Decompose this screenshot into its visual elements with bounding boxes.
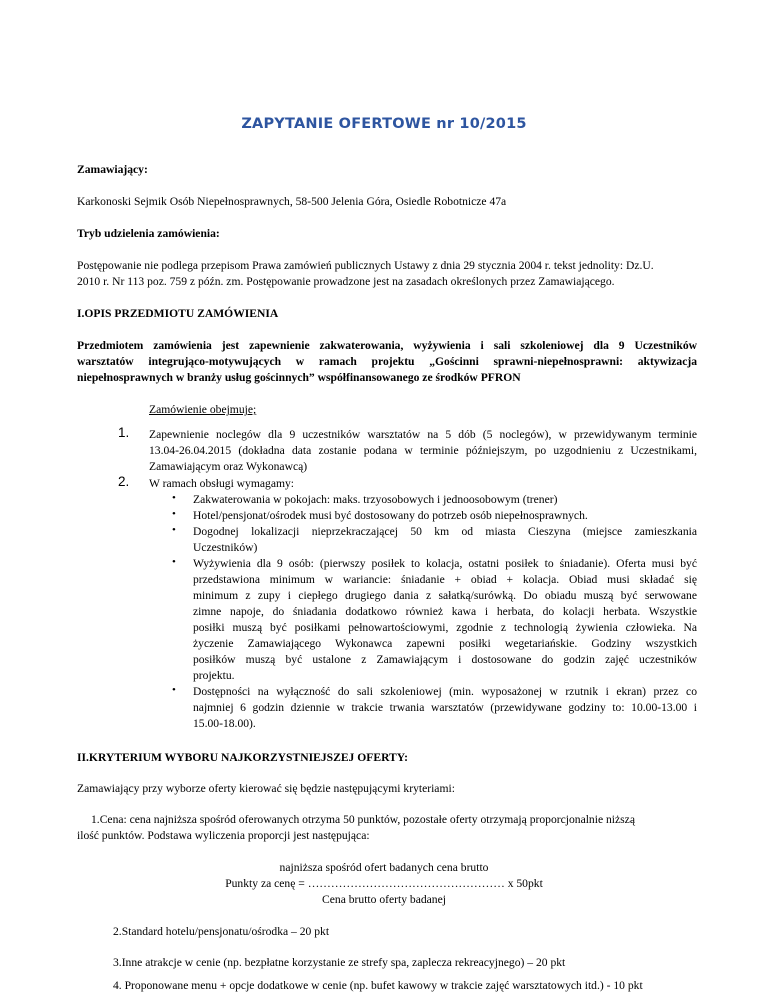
bullet-3-line-1: Dogodnej lokalizacji nieprzekraczającej 50 km od miasta Cieszyna (miejsce zamieszkania xyxy=(193,525,697,538)
item-1-line-2: 13.04-26.04.2015 (dokładna data zostanie podana w terminie późniejszym, po uzgodnieniu z Uczestnikami, xyxy=(149,444,697,457)
criterion-2: 2.Standard hotelu/pensjonatu/ośrodka – 20 pkt xyxy=(113,925,330,938)
bullet-4-line-2: przedstawiona minimum w wariancie: śniadanie + obiad + kolacja. Obiad musi składać się xyxy=(193,573,697,586)
bullet-4-line-7: posiłków muszą być ustalone z Zamawiającym i dostosowane do godzin zajęć uczestników xyxy=(193,653,697,666)
section1-line-2: warsztatów integrująco-motywujących w ramach projektu „Gościnni sprawni-niepełnosprawni: aktywizacja xyxy=(77,355,697,368)
bullet-1-text: Zakwaterowania w pokojach: maks. trzyosobowych i jednoosobowym (trener) xyxy=(193,493,558,506)
bullet-3-line-2: Uczestników) xyxy=(193,541,258,554)
bullet-4-line-5: posiłki muszą być posiłkami pełnowartościowymi, zgodnie z technologią żywienia człowieka. Na xyxy=(193,621,697,634)
formula-numerator: najniższa spośród ofert badanych cena brutto xyxy=(279,861,489,874)
tryb-heading: Tryb udzielenia zamówienia: xyxy=(77,227,220,240)
zamawiajacy-heading: Zamawiający: xyxy=(77,163,148,176)
section1-line-1: Przedmiotem zamówienia jest zapewnienie zakwaterowania, wyżywienia i sali szkoleniowej dla 9 Uczestników xyxy=(77,339,697,352)
item-1-line-3: Zamawiającym oraz Wykonawcą) xyxy=(149,460,308,473)
criterion-3: 3.Inne atrakcje w cenie (np. bezpłatne korzystanie ze strefy spa, zaplecza rekreacyjnego) – 20 pkt xyxy=(113,956,566,969)
document-title: ZAPYTANIE OFERTOWE nr 10/2015 xyxy=(241,116,527,132)
bullet-dot-icon: • xyxy=(172,684,176,696)
bullet-dot-icon: • xyxy=(172,508,176,520)
bullet-4-line-1: Wyżywienia dla 9 osób: (pierwszy posiłek to kolacja, ostatni posiłek to śniadanie). Oferta musi być xyxy=(193,557,697,570)
item-2-number: 2. xyxy=(118,474,130,489)
tryb-line-1: Postępowanie nie podlega przepisom Prawa zamówień publicznych Ustawy z dnia 29 stycznia 2004 r. tekst jednolity: Dz.U. xyxy=(77,259,654,272)
criterion-4: 4. Proponowane menu + opcje dodatkowe w cenie (np. bufet kawowy w trakcie zajęć warsztatowych itd.) - 10 pkt xyxy=(113,979,643,992)
criterion-1-line-1: 1.Cena: cena najniższa spośród oferowanych otrzyma 50 punktów, pozostałe oferty otrzymają proporcjonalnie niższą xyxy=(91,813,635,826)
item-2-line-1: W ramach obsługi wymagamy: xyxy=(149,477,294,490)
formula-line: Punkty za cenę = …………………………………………… x 50pkt xyxy=(225,877,543,890)
item-1-number: 1. xyxy=(118,425,130,440)
section1-line-3: niepełnosprawnych w branży usług gościnnych” współfinansowanego ze środków PFRON xyxy=(77,371,521,384)
section2-heading: II.KRYTERIUM WYBORU NAJKORZYSTNIEJSZEJ OFERTY: xyxy=(77,751,408,764)
bullet-dot-icon: • xyxy=(172,524,176,536)
bullet-5-line-3: 15.00-18.00). xyxy=(193,717,256,730)
item-1-line-1: Zapewnienie noclegów dla 9 uczestników warsztatów na 5 dób (5 noclegów), w przewidywanym terminie xyxy=(149,428,697,441)
bullet-4-line-3: minimum z zupy i ciepłego drugiego dania z sałatką/surówką. Do obiadu muszą być serwowane xyxy=(193,589,697,602)
bullet-dot-icon: • xyxy=(172,492,176,504)
bullet-5-line-2: najmniej 6 godzin dziennie w trakcie trwania warsztatów (przewidywane godziny to: 10.00-13.00 i xyxy=(193,701,697,714)
bullet-4-line-8: projektu. xyxy=(193,669,235,682)
section1-heading: I.OPIS PRZEDMIOTU ZAMÓWIENIA xyxy=(77,307,279,320)
zamawiajacy-text: Karkonoski Sejmik Osób Niepełnosprawnych, 58-500 Jelenia Góra, Osiedle Robotnicze 47a xyxy=(77,195,507,208)
bullet-2-text: Hotel/pensjonat/ośrodek musi być dostosowany do potrzeb osób niepełnosprawnych. xyxy=(193,509,588,522)
section2-intro: Zamawiający przy wyborze oferty kierować się będzie następującymi kryteriami: xyxy=(77,782,455,795)
bullet-4-line-6: życzenie Zamawiającego Wykonawca zapewni posiłki wegetariańskie. Godziny wszystkich xyxy=(193,637,697,650)
includes-label: Zamówienie obejmuje; xyxy=(149,403,257,416)
bullet-4-line-4: zimne napoje, do śniadania dodatkowo również kawa i herbata, do kolacji herbata. Wszystkie xyxy=(193,605,697,618)
bullet-5-line-1: Dostępności na wyłączność do sali szkoleniowej (min. wyposażonej w rzutnik i ekran) przez co xyxy=(193,685,697,698)
formula-denominator: Cena brutto oferty badanej xyxy=(322,893,446,906)
criterion-1-line-2: ilość punktów. Podstawa wyliczenia proporcji jest następująca: xyxy=(77,829,370,842)
tryb-line-2: 2010 r. Nr 113 poz. 759 z późn. zm. Postępowanie prowadzone jest na zasadach określonych przez Zamawiającego. xyxy=(77,275,615,288)
bullet-dot-icon: • xyxy=(172,556,176,568)
